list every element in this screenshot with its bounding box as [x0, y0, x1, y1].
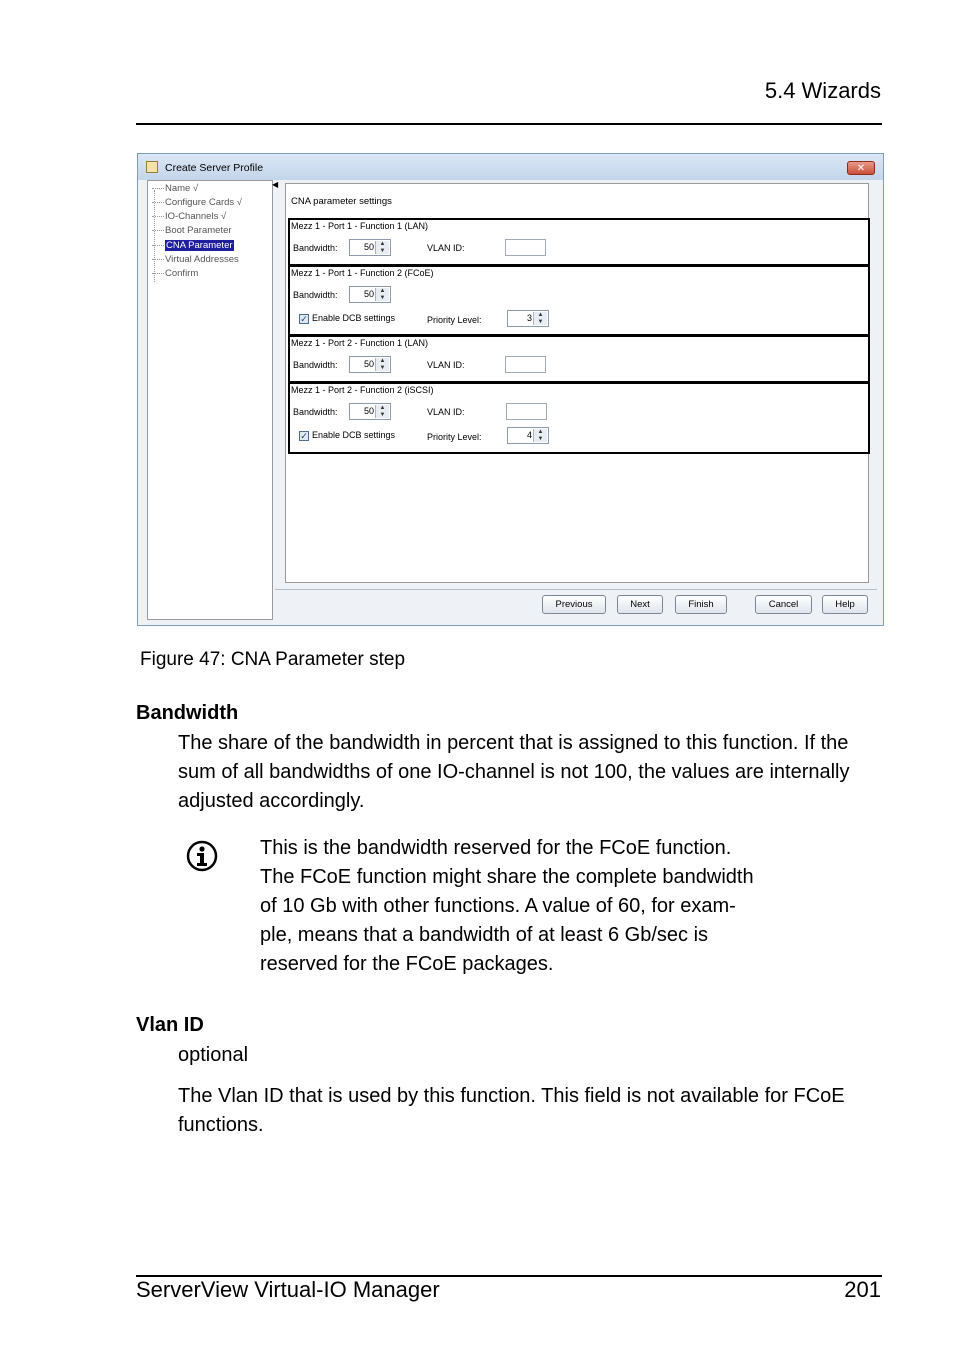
priority-spinner[interactable]: 3 ▲ ▼: [507, 310, 549, 327]
note-line: The FCoE function might share the complete bandwidth: [260, 866, 754, 888]
bandwidth-label: Bandwidth:: [293, 290, 338, 300]
info-icon: [186, 840, 218, 872]
vlan-id-description: The Vlan ID that is used by this function. This field is not available for FCoE functions.: [178, 1085, 845, 1136]
header-rule: [136, 123, 882, 125]
priority-label: Priority Level:: [427, 315, 482, 325]
dcb-checkbox[interactable]: ✓: [300, 314, 308, 324]
bandwidth-label: Bandwidth:: [293, 360, 338, 370]
spinner-arrows-icon[interactable]: ▲ ▼: [375, 241, 389, 254]
tree-item-virtual-addresses[interactable]: Virtual Addresses: [152, 254, 239, 265]
panel-title: CNA parameter settings: [291, 196, 392, 207]
bandwidth-spinner[interactable]: 50 ▲ ▼: [349, 239, 391, 256]
group-title: Mezz 1 - Port 1 - Function 2 (FCoE): [291, 268, 434, 278]
tree-item-configure-cards[interactable]: Configure Cards √: [152, 197, 242, 208]
spinner-arrows-icon[interactable]: ▲ ▼: [375, 405, 389, 418]
bandwidth-label: Bandwidth:: [293, 243, 338, 253]
figure-caption: Figure 47: CNA Parameter step: [140, 649, 406, 670]
group-port2-function2: [288, 382, 870, 454]
bandwidth-note: [260, 834, 820, 979]
priority-spinner[interactable]: 4 ▲ ▼: [507, 427, 549, 444]
splitter-handle[interactable]: ◀: [272, 180, 279, 189]
window-titlebar: [138, 154, 883, 180]
tree-item-boot-parameter[interactable]: Boot Parameter: [152, 225, 232, 236]
bandwidth-term: Bandwidth: [136, 702, 239, 724]
page-number: 201: [844, 1277, 881, 1302]
spinner-arrows-icon[interactable]: ▲ ▼: [533, 312, 547, 325]
note-line: ple, means that a bandwidth of at least 6 Gb/sec is: [260, 924, 709, 946]
cna-settings-panel: [285, 183, 869, 583]
spinner-arrows-icon[interactable]: ▲ ▼: [375, 358, 389, 371]
help-button[interactable]: Help: [822, 595, 868, 614]
group-title: Mezz 1 - Port 2 - Function 1 (LAN): [291, 338, 429, 348]
bandwidth-spinner[interactable]: 50 ▲ ▼: [349, 403, 391, 420]
tree-item-name[interactable]: Name √: [152, 183, 198, 194]
spinner-arrows-icon[interactable]: ▲ ▼: [533, 429, 547, 442]
running-header: 5.4 Wizards: [764, 78, 881, 103]
note-line: reserved for the FCoE packages.: [260, 953, 554, 975]
note-line: This is the bandwidth reserved for the FCoE function.: [260, 837, 732, 859]
tree-item-cna-parameter[interactable]: CNA Parameter: [152, 240, 234, 251]
finish-button[interactable]: Finish: [675, 595, 727, 614]
group-title: Mezz 1 - Port 1 - Function 1 (LAN): [291, 221, 429, 231]
priority-label: Priority Level:: [427, 432, 482, 442]
bandwidth-description: The share of the bandwidth in percent that is assigned to this function. If the sum of all bandwidths of one IO-channel is not 100, the values are internally adjusted accordingly.: [178, 732, 850, 812]
group-title: Mezz 1 - Port 2 - Function 2 (iSCSI): [291, 385, 434, 395]
vlan-id-qualifier: optional: [178, 1044, 249, 1066]
spinner-arrows-icon[interactable]: ▲ ▼: [375, 288, 389, 301]
tree-item-confirm[interactable]: Confirm: [152, 268, 198, 279]
close-icon[interactable]: ✕: [847, 161, 875, 175]
next-button[interactable]: Next: [617, 595, 663, 614]
bandwidth-spinner[interactable]: 50 ▲ ▼: [349, 286, 391, 303]
vlan-label: VLAN ID:: [427, 407, 465, 417]
group-port2-function1: [288, 335, 870, 383]
dcb-label: Enable DCB settings: [312, 313, 396, 323]
dcb-checkbox[interactable]: ✓: [300, 431, 308, 441]
create-server-profile-window: [137, 153, 884, 626]
previous-button[interactable]: Previous: [542, 595, 606, 614]
vlan-id-term: Vlan ID: [136, 1014, 204, 1036]
bandwidth-spinner[interactable]: 50 ▲ ▼: [349, 356, 391, 373]
footer-title: ServerView Virtual-IO Manager: [136, 1277, 440, 1302]
tree-item-io-channels[interactable]: IO-Channels √: [152, 211, 226, 222]
wizard-step-tree: [147, 180, 273, 620]
note-line: of 10 Gb with other functions. A value of 60, for exam-: [260, 895, 736, 917]
group-port1-function1: [288, 218, 870, 266]
cancel-button[interactable]: Cancel: [755, 595, 812, 614]
java-app-icon: [146, 161, 158, 173]
vlan-id-input[interactable]: [505, 239, 546, 256]
button-bar-divider: [275, 589, 877, 590]
window-title: Create Server Profile: [165, 162, 264, 174]
vlan-label: VLAN ID:: [427, 243, 465, 253]
dcb-label: Enable DCB settings: [312, 430, 396, 440]
group-port1-function2: [288, 265, 870, 336]
vlan-label: VLAN ID:: [427, 360, 465, 370]
vlan-id-input[interactable]: [506, 403, 547, 420]
bandwidth-label: Bandwidth:: [293, 407, 338, 417]
vlan-id-input[interactable]: [505, 356, 546, 373]
